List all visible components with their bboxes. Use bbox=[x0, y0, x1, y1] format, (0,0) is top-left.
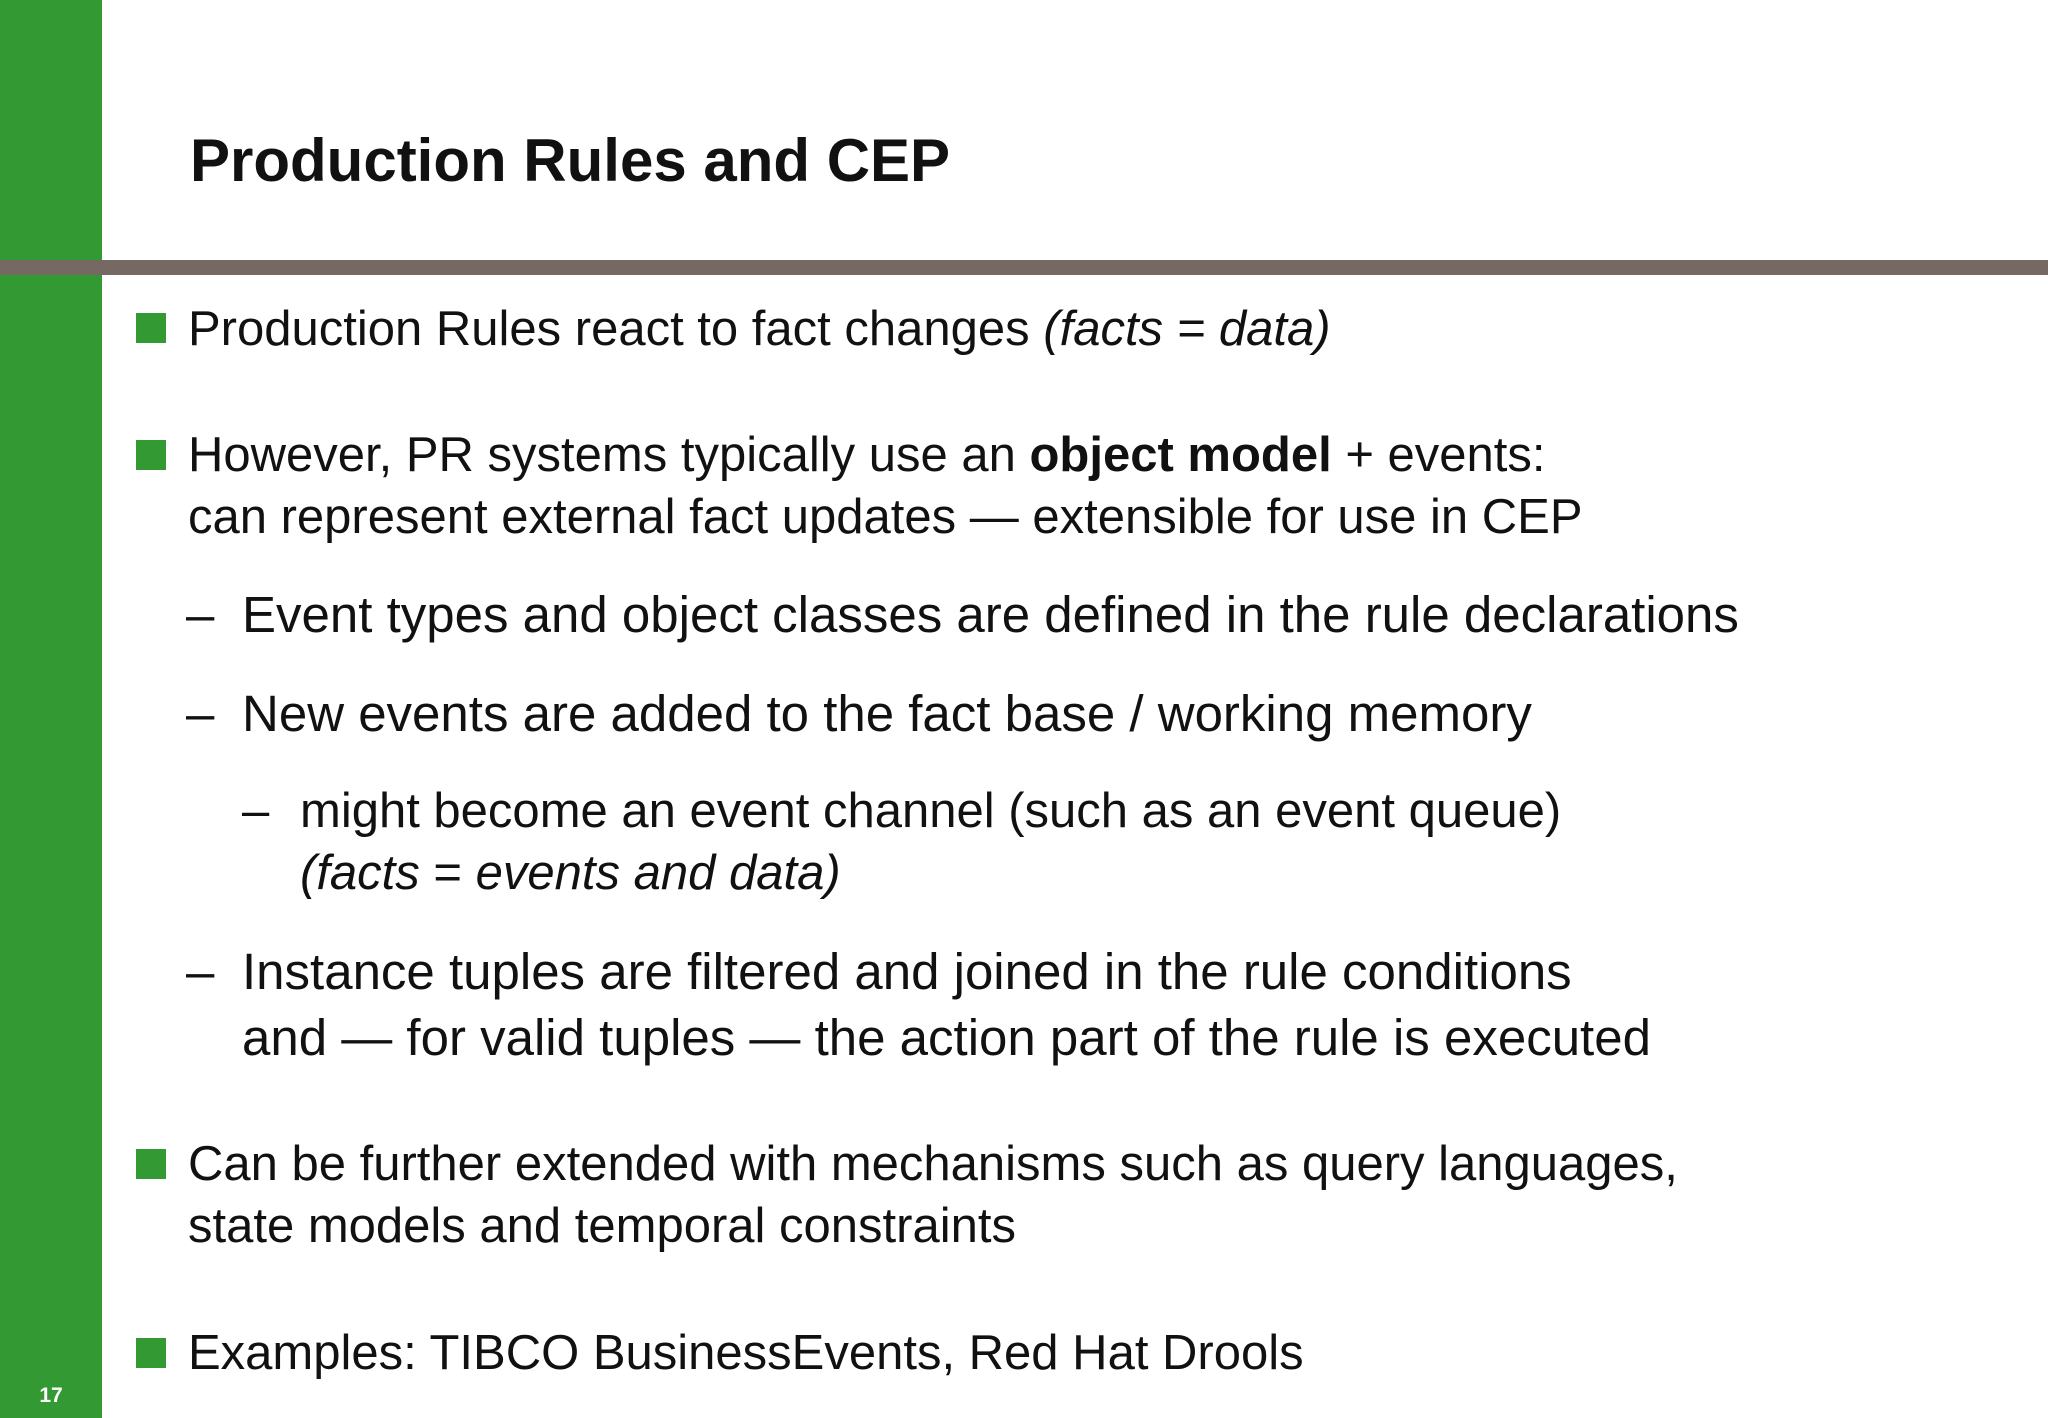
bullet-4: Examples: TIBCO BusinessEvents, Red Hat Drools bbox=[188, 1326, 1304, 1380]
bullet-square-icon bbox=[136, 313, 166, 343]
sub-bullet-3-line1: Instance tuples are filtered and joined in the rule conditions bbox=[242, 943, 1572, 1000]
bullet-square-icon bbox=[136, 1149, 166, 1179]
bullet-2-post: + events: bbox=[1331, 428, 1546, 482]
bullet-square-icon bbox=[136, 1338, 166, 1368]
sub-bullet-3 bbox=[242, 939, 1651, 1071]
sub-sub-bullet-italic-b: events and data) bbox=[475, 846, 841, 900]
dash-marker: – bbox=[186, 685, 215, 742]
sub-bullet-3-line2: and — for valid tuples — the action part of the rule is executed bbox=[242, 1009, 1651, 1066]
bullet-1 bbox=[188, 298, 1331, 360]
bullet-1-text: Production Rules react to fact changes bbox=[188, 302, 1044, 356]
sub-bullet-2: New events are added to the fact base / working memory bbox=[242, 685, 1532, 742]
bullet-1-italic: (facts = data) bbox=[1043, 302, 1331, 356]
dash-marker: – bbox=[186, 586, 215, 643]
bullet-3 bbox=[188, 1133, 1678, 1257]
bullet-2-line2: can represent external fact updates — extensible for use in CEP bbox=[188, 490, 1583, 544]
sub-sub-bullet-mid: = bbox=[419, 846, 476, 900]
bullet-2-bold: object model bbox=[1029, 428, 1332, 482]
bullet-2 bbox=[188, 424, 1583, 548]
slide-title: Production Rules and CEP bbox=[190, 127, 951, 194]
sub-sub-bullet bbox=[300, 780, 1561, 904]
bullet-square-icon bbox=[136, 440, 166, 470]
bullet-2-pre: However, PR systems typically use an bbox=[188, 428, 1030, 482]
sub-bullet-1: Event types and object classes are defined in the rule declarations bbox=[242, 586, 1739, 643]
dash-marker: – bbox=[242, 784, 270, 838]
sub-sub-bullet-italic-a: (facts bbox=[300, 846, 420, 900]
sub-sub-bullet-line1: might become an event channel (such as an event queue) bbox=[300, 784, 1562, 838]
dash-marker: – bbox=[186, 943, 215, 1000]
bullet-3-line1: Can be further extended with mechanisms such as query languages, bbox=[188, 1137, 1678, 1191]
slide-number: 17 bbox=[39, 1384, 63, 1407]
bullet-3-line2: state models and temporal constraints bbox=[188, 1199, 1016, 1253]
